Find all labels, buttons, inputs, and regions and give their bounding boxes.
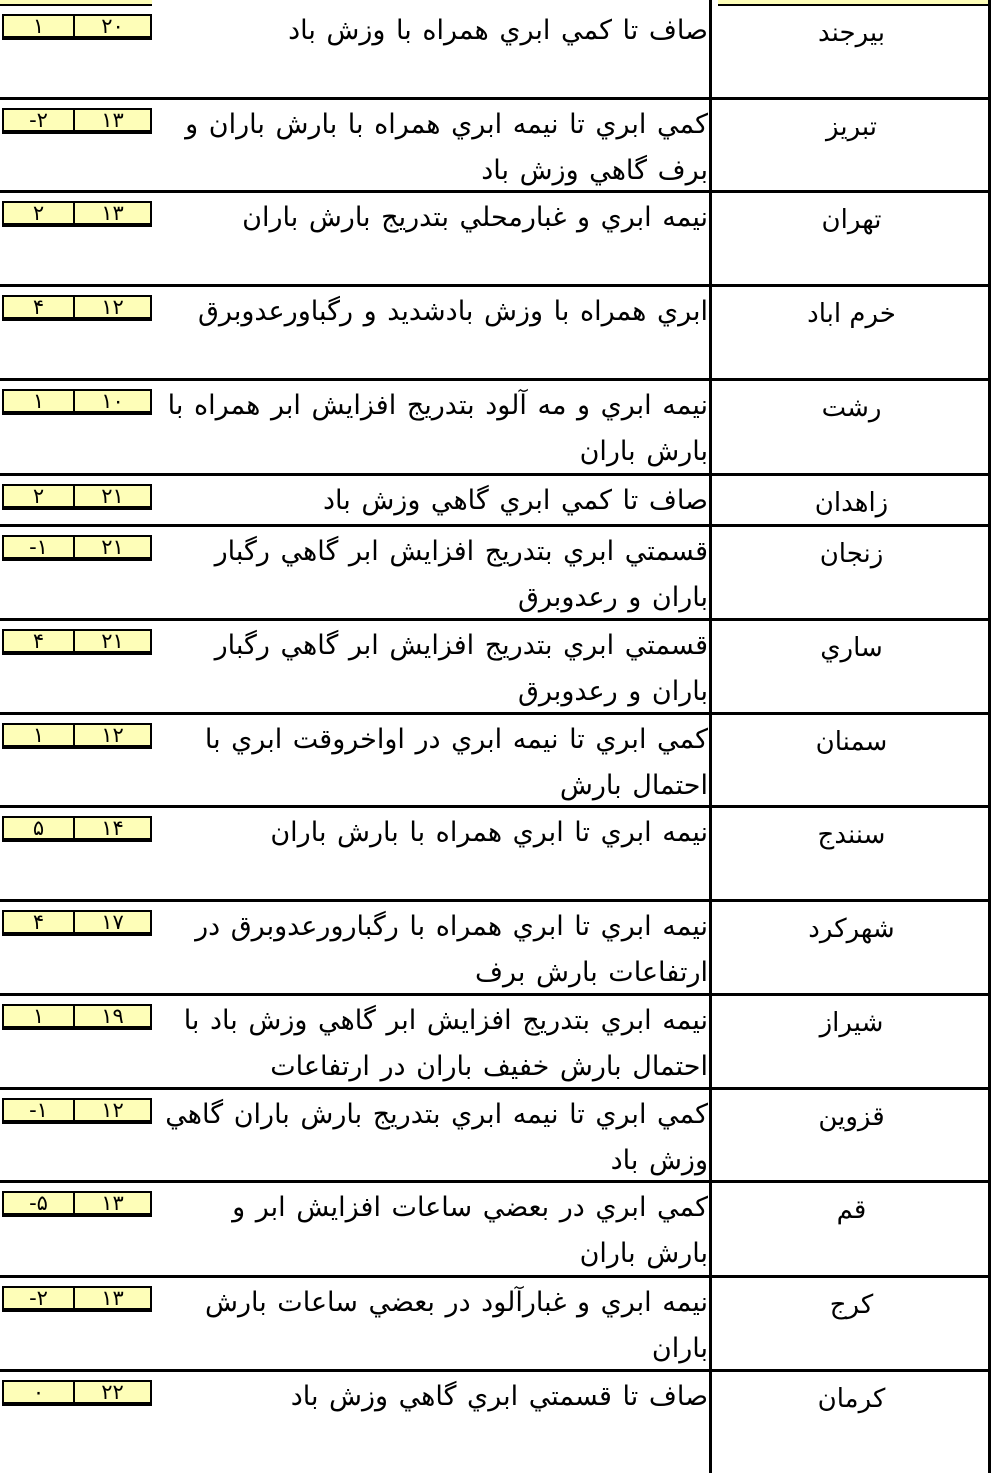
city-name: زاهدان [814,488,889,518]
box-underline [2,934,152,936]
weather-description: نيمه ابري بتدريج افزايش ابر گاهي وزش باد با احتمال بارش خفيف باران در ارتفاعات [183,1005,708,1082]
city-name: ساري [820,633,883,663]
city-name: تهران [821,205,882,235]
max-temperature: ۲۱ [74,535,152,559]
box-underline [2,1404,152,1406]
max-temperature: ۲۰ [74,14,152,38]
min-temperature: -۱ [2,1098,75,1122]
row-separator [0,190,991,193]
max-temperature: ۱۲ [74,1098,152,1122]
table-row [0,1092,991,1183]
row-separator [0,712,991,715]
city-name: كرج [829,1290,874,1320]
table-row [0,195,991,287]
city-name: زنجان [819,539,884,569]
box-underline [2,132,152,134]
table-row [0,1185,991,1278]
min-temperature: -۲ [2,1286,75,1310]
max-temperature: ۲۲ [74,1380,152,1404]
min-temperature: -۵ [2,1191,75,1215]
min-temperature: ۱ [2,1004,75,1028]
city-name: خرم اباد [807,299,896,329]
box-underline [2,319,152,321]
min-temperature: ۱ [2,389,75,413]
table-row [0,717,991,808]
table-row [0,998,991,1090]
box-underline [2,413,152,415]
table-row [0,623,991,715]
row-separator [0,1180,991,1183]
city-name: سمنان [815,727,888,757]
table-row [0,529,991,621]
box-underline [2,1215,152,1217]
city-name: سنندج [817,820,886,850]
min-temperature: ۲ [2,484,75,508]
table-row [0,1374,991,1473]
box-underline [2,1122,152,1124]
max-temperature: ۱۳ [74,1286,152,1310]
min-temperature: ۱ [2,723,75,747]
row-separator [0,1275,991,1278]
weather-description: صاف تا كمي ابري گاهي وزش باد [322,485,708,516]
max-temperature: ۱۳ [74,108,152,132]
city-name: كرمان [817,1384,886,1414]
max-temperature: ۱۰ [74,389,152,413]
max-temperature: ۲۱ [74,484,152,508]
row-separator [0,899,991,902]
weather-description: كمي ابري تا نيمه ابري همراه با بارش باران و برف گاهي وزش باد [185,109,708,186]
box-underline [2,38,152,40]
weather-description: كمي ابري تا نيمه ابري در اواخروقت ابري با احتمال بارش [204,724,708,801]
weather-description: نيمه ابري و غبارمحلي بتدريج بارش باران [242,202,708,233]
box-underline [2,1028,152,1030]
max-temperature: ۱۳ [74,201,152,225]
top-header-strip-right [718,0,991,6]
weather-description: نيمه ابري و غبارآلود در بعضي ساعات بارش باران [204,1287,708,1364]
max-temperature: ۱۲ [74,295,152,319]
max-temperature: ۲۱ [74,629,152,653]
max-temperature: ۱۳ [74,1191,152,1215]
min-temperature: ۵ [2,816,75,840]
min-temperature: ۱ [2,14,75,38]
weather-description: صاف تا قسمتي ابري گاهي وزش باد [290,1381,708,1412]
weather-description: نيمه ابري تا ابري همراه با رگبارورعدوبرق در ارتفاعات بارش برف [195,911,708,988]
min-temperature: -۲ [2,108,75,132]
box-underline [2,747,152,749]
row-separator [0,1369,991,1372]
row-separator [0,97,991,100]
row-separator [0,378,991,381]
max-temperature: ۱۷ [74,910,152,934]
box-underline [2,225,152,227]
table-row [0,810,991,902]
row-separator [0,993,991,996]
box-underline [2,653,152,655]
row-separator [0,1087,991,1090]
row-separator [0,284,991,287]
city-name: تبريز [825,112,877,142]
box-underline [2,840,152,842]
max-temperature: ۱۴ [74,816,152,840]
max-temperature: ۱۲ [74,723,152,747]
city-name: قزوين [818,1102,885,1132]
top-header-strip [0,0,152,6]
max-temperature: ۱۹ [74,1004,152,1028]
min-temperature: ۰ [2,1380,75,1404]
row-separator [0,805,991,808]
city-name: رشت [821,393,882,423]
table-row [0,1280,991,1372]
box-underline [2,508,152,510]
box-underline [2,1310,152,1312]
table-row [0,478,991,527]
table-row [0,102,991,193]
weather-description: نيمه ابري و مه آلود بتدريج افزايش ابر همراه با بارش باران [167,390,708,467]
weather-description: صاف تا كمي ابري همراه با وزش باد [288,15,708,46]
weather-description: قسمتي ابري بتدريج افزايش ابر گاهي رگبار باران و رعدوبرق [214,630,708,707]
min-temperature: ۴ [2,910,75,934]
city-name: قم [836,1195,867,1225]
row-separator [0,618,991,621]
row-separator [0,473,991,476]
min-temperature: -۱ [2,535,75,559]
weather-description: كمي ابري در بعضي ساعات افزايش ابر و بارش باران [232,1192,708,1269]
weather-description: نيمه ابري تا ابري همراه با بارش باران [270,817,708,848]
weather-description: كمي ابري تا نيمه ابري بتدريج بارش باران گاهي وزش باد [165,1099,708,1176]
city-name: شيراز [819,1008,884,1038]
weather-description: ابري همراه با وزش بادشديد و رگباورعدوبرق [197,296,708,327]
row-separator [0,524,991,527]
table-row [0,383,991,476]
box-underline [2,559,152,561]
city-name: شهركرد [808,914,895,944]
table-row [0,8,991,100]
city-name: بيرجند [818,18,885,48]
min-temperature: ۲ [2,201,75,225]
min-temperature: ۴ [2,295,75,319]
weather-description: قسمتي ابري بتدريج افزايش ابر گاهي رگبار باران و رعدوبرق [214,536,708,613]
table-row [0,289,991,381]
table-row [0,904,991,996]
min-temperature: ۴ [2,629,75,653]
